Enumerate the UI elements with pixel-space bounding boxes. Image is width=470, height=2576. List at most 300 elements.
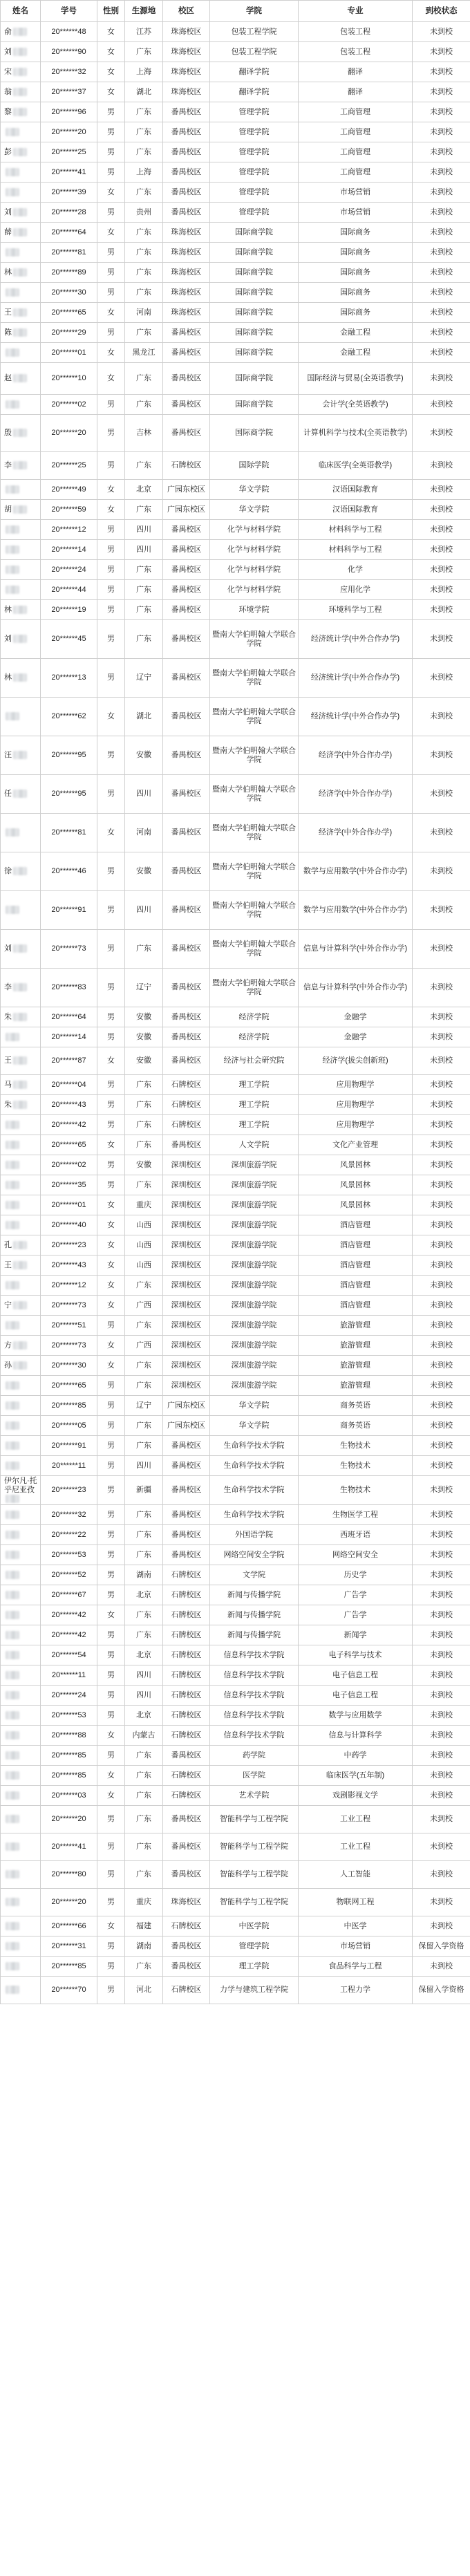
cell-gender-text: 男 <box>107 1815 115 1823</box>
cell-college <box>210 540 299 560</box>
cell-status-text: 未到校 <box>430 1815 453 1823</box>
cell-college <box>210 1806 299 1833</box>
cell-origin <box>125 183 163 203</box>
cell-status <box>413 363 470 395</box>
cell-campus <box>163 323 210 343</box>
cell-major <box>299 659 413 698</box>
cell-status-text: 未到校 <box>430 47 453 56</box>
name-redaction-blur <box>6 1898 19 1906</box>
cell-major-text: 数学与应用数学(中外合作办学) <box>303 867 408 875</box>
cell-status-text: 未到校 <box>430 1080 453 1089</box>
cell-student-id <box>41 82 97 102</box>
name-redaction-blur <box>6 348 19 357</box>
cell-major-text: 旅游管理 <box>340 1361 370 1370</box>
cell-campus-text: 番禺校区 <box>171 1056 202 1065</box>
cell-student-id-text: 20******43 <box>51 1260 86 1269</box>
cell-campus <box>163 969 210 1007</box>
cell-status <box>413 1175 470 1195</box>
cell-campus-text: 番禺校区 <box>171 605 202 614</box>
name-redaction-blur <box>13 606 27 614</box>
name-redaction-blur <box>13 790 27 798</box>
cell-major <box>299 1296 413 1316</box>
cell-student-id-text: 20******80 <box>51 1870 86 1878</box>
cell-campus <box>163 852 210 891</box>
cell-gender <box>97 1175 125 1195</box>
cell-student-id <box>41 1505 97 1525</box>
cell-major <box>299 1436 413 1456</box>
cell-college-text: 翻译学院 <box>238 87 270 96</box>
table-row <box>1 736 470 775</box>
cell-name-text: 李 <box>4 983 12 991</box>
cell-name <box>1 142 41 162</box>
cell-origin <box>125 415 163 452</box>
cell-status-text: 未到校 <box>430 1510 453 1519</box>
name-redaction-blur <box>6 188 19 196</box>
cell-college <box>210 1047 299 1075</box>
cell-campus <box>163 1525 210 1545</box>
cell-gender <box>97 1476 125 1505</box>
cell-origin <box>125 62 163 82</box>
cell-campus <box>163 891 210 930</box>
cell-student-id-text: 20******01 <box>51 348 86 357</box>
table-row <box>1 1215 470 1235</box>
table-row <box>1 42 470 62</box>
cell-college <box>210 1665 299 1686</box>
cell-student-id-text: 20******52 <box>51 1570 86 1579</box>
cell-student-id-text: 20******05 <box>51 1421 86 1430</box>
cell-status-text: 未到校 <box>430 1012 453 1021</box>
table-row <box>1 930 470 969</box>
cell-origin <box>125 82 163 102</box>
cell-major <box>299 1356 413 1376</box>
cell-gender-text: 女 <box>107 1056 115 1065</box>
cell-name <box>1 1195 41 1215</box>
cell-campus <box>163 1505 210 1525</box>
name-redaction-blur <box>6 1201 19 1209</box>
cell-campus-text: 番禺校区 <box>171 751 202 759</box>
cell-college-text: 管理学院 <box>238 107 270 116</box>
cell-college-text: 华文学院 <box>238 1421 270 1430</box>
cell-campus <box>163 600 210 620</box>
cell-campus <box>163 1686 210 1706</box>
cell-name-text: 刘 <box>4 207 12 216</box>
cell-campus-text: 石牌校区 <box>171 1590 202 1599</box>
cell-major <box>299 1525 413 1545</box>
cell-major <box>299 223 413 243</box>
cell-student-id <box>41 162 97 183</box>
table-row <box>1 343 470 363</box>
cell-campus <box>163 480 210 500</box>
cell-student-id <box>41 1235 97 1256</box>
cell-gender <box>97 930 125 969</box>
cell-student-id-text: 20******23 <box>51 1486 86 1494</box>
cell-college <box>210 600 299 620</box>
cell-gender <box>97 1665 125 1686</box>
cell-student-id-text: 20******23 <box>51 1240 86 1249</box>
cell-gender <box>97 395 125 415</box>
cell-major <box>299 452 413 480</box>
table-row <box>1 122 470 142</box>
cell-student-id <box>41 1565 97 1585</box>
cell-campus-text: 番禺校区 <box>171 712 202 720</box>
cell-name-text: 宁 <box>4 1300 12 1309</box>
cell-student-id <box>41 1726 97 1746</box>
cell-student-id-text: 20******54 <box>51 1650 86 1659</box>
cell-origin-text: 广东 <box>136 1610 151 1619</box>
cell-origin <box>125 520 163 540</box>
cell-college <box>210 102 299 122</box>
cell-major <box>299 930 413 969</box>
cell-name <box>1 1977 41 2004</box>
name-redaction-blur <box>6 1141 19 1149</box>
cell-student-id <box>41 540 97 560</box>
cell-gender <box>97 1545 125 1565</box>
cell-status <box>413 930 470 969</box>
table-row <box>1 223 470 243</box>
cell-origin-text: 广东 <box>136 1550 151 1559</box>
cell-major-text: 国际商务 <box>340 288 370 297</box>
cell-college-text: 理工学院 <box>238 1080 270 1089</box>
cell-student-id-text: 20******32 <box>51 1510 86 1519</box>
cell-campus-text: 广园东校区 <box>167 1421 205 1430</box>
cell-student-id-text: 20******41 <box>51 167 86 176</box>
cell-student-id <box>41 1806 97 1833</box>
cell-name-text: 刘 <box>4 635 12 643</box>
cell-gender <box>97 1436 125 1456</box>
cell-name-text: 孙 <box>4 1361 12 1370</box>
cell-name <box>1 1806 41 1833</box>
cell-college-text: 化学与材料学院 <box>227 545 281 554</box>
cell-major-text: 风景园林 <box>340 1200 370 1209</box>
cell-origin-text: 黑龙江 <box>132 348 156 357</box>
cell-major-text: 工商管理 <box>340 107 370 116</box>
cell-origin <box>125 1806 163 1833</box>
cell-major-text: 工商管理 <box>340 147 370 156</box>
table-row <box>1 1916 470 1936</box>
cell-college <box>210 303 299 323</box>
cell-status-text: 未到校 <box>430 348 453 357</box>
cell-campus <box>163 283 210 303</box>
cell-college-text: 华文学院 <box>238 505 270 514</box>
cell-status-text: 未到校 <box>430 1486 453 1494</box>
cell-gender <box>97 142 125 162</box>
cell-origin-text: 广东 <box>136 107 151 116</box>
cell-campus-text: 珠海校区 <box>171 27 202 36</box>
cell-campus-text: 番禺校区 <box>171 328 202 337</box>
cell-student-id-text: 20******43 <box>51 1100 86 1109</box>
cell-origin-text: 广东 <box>136 147 151 156</box>
cell-origin-text: 广东 <box>136 1530 151 1539</box>
cell-origin-text: 四川 <box>136 545 151 554</box>
cell-gender <box>97 1416 125 1436</box>
cell-origin <box>125 1505 163 1525</box>
cell-status-text: 未到校 <box>430 1120 453 1129</box>
cell-student-id-text: 20******70 <box>51 1986 86 1994</box>
cell-major <box>299 1565 413 1585</box>
cell-campus-text: 番禺校区 <box>171 525 202 534</box>
cell-major <box>299 814 413 852</box>
cell-name <box>1 930 41 969</box>
cell-origin <box>125 1833 163 1861</box>
cell-origin-text: 四川 <box>136 1461 151 1470</box>
table-row <box>1 500 470 520</box>
cell-college-text: 生命科学技术学院 <box>223 1441 285 1450</box>
cell-college-text: 深圳旅游学院 <box>231 1220 277 1229</box>
cell-student-id <box>41 323 97 343</box>
cell-student-id-text: 20******20 <box>51 429 86 437</box>
cell-student-id-text: 20******81 <box>51 248 86 256</box>
table-row <box>1 162 470 183</box>
cell-student-id <box>41 122 97 142</box>
cell-campus-text: 深圳校区 <box>171 1320 202 1329</box>
cell-student-id <box>41 343 97 363</box>
cell-college <box>210 1396 299 1416</box>
cell-college <box>210 1957 299 1977</box>
cell-major <box>299 162 413 183</box>
cell-name <box>1 500 41 520</box>
cell-student-id-text: 20******51 <box>51 1320 86 1329</box>
cell-major <box>299 1047 413 1075</box>
table-row <box>1 775 470 814</box>
cell-campus-text: 深圳校区 <box>171 1160 202 1169</box>
cell-major <box>299 852 413 891</box>
cell-status-text: 未到校 <box>430 1751 453 1760</box>
cell-student-id-text: 20******46 <box>51 867 86 875</box>
name-redaction-blur <box>13 68 27 76</box>
cell-name <box>1 1095 41 1115</box>
cell-major-text: 风景园林 <box>340 1180 370 1189</box>
cell-name <box>1 395 41 415</box>
cell-student-id-text: 20******12 <box>51 525 86 534</box>
cell-origin-text: 广东 <box>136 585 151 594</box>
cell-status-text: 未到校 <box>430 27 453 36</box>
cell-gender-text: 女 <box>107 227 115 236</box>
cell-gender-text: 男 <box>107 545 115 554</box>
header-campus: 校区 <box>163 1 210 22</box>
name-redaction-blur <box>6 1691 19 1699</box>
cell-gender <box>97 283 125 303</box>
cell-student-id-text: 20******88 <box>51 1730 86 1739</box>
table-row <box>1 969 470 1007</box>
cell-major <box>299 500 413 520</box>
cell-origin-text: 广东 <box>136 187 151 196</box>
cell-gender-text: 男 <box>107 673 115 682</box>
cell-campus-text: 番禺校区 <box>171 1961 202 1970</box>
name-redaction-blur <box>6 1842 19 1851</box>
cell-major <box>299 1625 413 1645</box>
cell-status <box>413 102 470 122</box>
cell-student-id-text: 20******49 <box>51 485 86 494</box>
cell-college-text: 暨南大学伯明翰大学联合学院 <box>212 901 296 919</box>
cell-college-text: 华文学院 <box>238 485 270 494</box>
table-row <box>1 620 470 659</box>
cell-college <box>210 1706 299 1726</box>
cell-college <box>210 1726 299 1746</box>
cell-campus-text: 深圳校区 <box>171 1280 202 1289</box>
cell-campus <box>163 775 210 814</box>
cell-gender <box>97 1276 125 1296</box>
cell-status-text: 未到校 <box>430 605 453 614</box>
table-row <box>1 1316 470 1336</box>
cell-gender-text: 男 <box>107 1898 115 1906</box>
cell-gender-text: 男 <box>107 400 115 409</box>
cell-campus <box>163 1977 210 2004</box>
cell-status-text: 未到校 <box>430 227 453 236</box>
cell-name <box>1 1645 41 1665</box>
cell-campus-text: 深圳校区 <box>171 1381 202 1390</box>
cell-college-text: 中医学院 <box>238 1921 270 1930</box>
cell-college <box>210 263 299 283</box>
cell-campus <box>163 1545 210 1565</box>
cell-student-id-text: 20******40 <box>51 1220 86 1229</box>
cell-campus <box>163 1075 210 1095</box>
cell-status-text: 未到校 <box>430 983 453 991</box>
cell-major-text: 市场营销 <box>340 187 370 196</box>
cell-status <box>413 620 470 659</box>
cell-name <box>1 1525 41 1545</box>
cell-origin <box>125 1155 163 1175</box>
cell-major <box>299 1215 413 1235</box>
cell-name-text: 李 <box>4 461 12 469</box>
cell-status-text: 未到校 <box>430 1530 453 1539</box>
cell-status <box>413 1833 470 1861</box>
cell-campus-text: 番禺校区 <box>171 1550 202 1559</box>
cell-college-text: 理工学院 <box>238 1961 270 1970</box>
cell-status <box>413 1296 470 1316</box>
cell-student-id <box>41 1525 97 1545</box>
name-redaction-blur <box>6 400 19 409</box>
cell-major-text: 信息与计算科学 <box>328 1730 382 1739</box>
cell-name-text: 俞 <box>4 27 12 36</box>
cell-status-text: 未到校 <box>430 906 453 914</box>
name-redaction-blur <box>13 1341 27 1350</box>
cell-college <box>210 122 299 142</box>
table-row <box>1 1686 470 1706</box>
cell-campus <box>163 62 210 82</box>
cell-gender-text: 女 <box>107 87 115 96</box>
name-redaction-blur <box>13 944 27 953</box>
cell-major-text: 广告学 <box>344 1610 367 1619</box>
cell-gender-text: 女 <box>107 1260 115 1269</box>
name-redaction-blur <box>6 1221 19 1229</box>
table-row <box>1 1115 470 1135</box>
cell-name-text: 马 <box>4 1080 12 1089</box>
cell-college-text: 深圳旅游学院 <box>231 1381 277 1390</box>
cell-origin <box>125 1686 163 1706</box>
cell-status <box>413 1436 470 1456</box>
cell-gender <box>97 1957 125 1977</box>
table-row <box>1 203 470 223</box>
name-redaction-blur <box>6 1511 19 1519</box>
cell-campus <box>163 580 210 600</box>
cell-major-text: 材料科学与工程 <box>328 525 382 534</box>
cell-major <box>299 363 413 395</box>
cell-major <box>299 1916 413 1936</box>
cell-campus <box>163 1957 210 1977</box>
cell-major-text: 金融学 <box>344 1012 367 1021</box>
cell-major-text: 生物技术 <box>340 1441 370 1450</box>
cell-name <box>1 580 41 600</box>
cell-college-text: 外国语学院 <box>235 1530 273 1539</box>
cell-name <box>1 1726 41 1746</box>
cell-major-text: 国际商务 <box>340 227 370 236</box>
cell-college <box>210 415 299 452</box>
cell-college-text: 信息科学技术学院 <box>223 1690 285 1699</box>
cell-major-text: 应用物理学 <box>336 1120 375 1129</box>
cell-name <box>1 1476 41 1505</box>
cell-status-text: 未到校 <box>430 1870 453 1878</box>
cell-college-text: 人文学院 <box>238 1140 270 1149</box>
cell-major-text: 历史学 <box>344 1570 367 1579</box>
cell-college-text: 管理学院 <box>238 147 270 156</box>
header-college: 学院 <box>210 1 299 22</box>
cell-student-id-text: 20******89 <box>51 268 86 277</box>
cell-gender <box>97 600 125 620</box>
cell-student-id-text: 20******65 <box>51 1140 86 1149</box>
cell-student-id <box>41 42 97 62</box>
cell-origin <box>125 1786 163 1806</box>
cell-student-id <box>41 203 97 223</box>
cell-campus <box>163 1047 210 1075</box>
cell-origin-text: 广东 <box>136 1630 151 1639</box>
cell-college <box>210 1276 299 1296</box>
cell-college <box>210 969 299 1007</box>
cell-status-text: 未到校 <box>430 1441 453 1450</box>
table-row <box>1 1276 470 1296</box>
cell-origin <box>125 1545 163 1565</box>
cell-college <box>210 452 299 480</box>
name-redaction-blur <box>6 1121 19 1129</box>
cell-college-text: 信息科学技术学院 <box>223 1730 285 1739</box>
cell-gender-text: 男 <box>107 1751 115 1760</box>
cell-name <box>1 1625 41 1645</box>
cell-origin <box>125 452 163 480</box>
cell-student-id-text: 20******42 <box>51 1610 86 1619</box>
cell-major <box>299 540 413 560</box>
cell-college-text: 国际商学院 <box>235 400 273 409</box>
cell-campus <box>163 102 210 122</box>
cell-origin-text: 广东 <box>136 1771 151 1780</box>
cell-origin <box>125 162 163 183</box>
cell-origin-text: 安徽 <box>136 1056 151 1065</box>
cell-campus <box>163 183 210 203</box>
cell-student-id <box>41 1766 97 1786</box>
cell-campus-text: 番禺校区 <box>171 429 202 437</box>
table-row <box>1 659 470 698</box>
cell-origin <box>125 203 163 223</box>
cell-campus <box>163 1396 210 1416</box>
cell-gender-text: 男 <box>107 944 115 953</box>
cell-campus <box>163 82 210 102</box>
cell-college-text: 网络空间安全学院 <box>223 1550 285 1559</box>
cell-campus <box>163 1645 210 1665</box>
name-redaction-blur <box>6 1751 19 1760</box>
cell-name-text: 伊尔凡·托乎尼亚孜 <box>4 1477 37 1494</box>
cell-origin-text: 辽宁 <box>136 983 151 991</box>
cell-campus-text: 石牌校区 <box>171 1100 202 1109</box>
cell-status-text: 未到校 <box>430 248 453 256</box>
name-redaction-blur <box>6 1791 19 1800</box>
cell-student-id-text: 20******65 <box>51 1381 86 1390</box>
cell-name <box>1 1276 41 1296</box>
cell-student-id <box>41 814 97 852</box>
cell-name <box>1 22 41 42</box>
cell-campus-text: 深圳校区 <box>171 1361 202 1370</box>
cell-name-text: 王 <box>4 1056 12 1065</box>
name-redaction-blur <box>13 983 27 991</box>
table-row <box>1 62 470 82</box>
cell-major <box>299 736 413 775</box>
